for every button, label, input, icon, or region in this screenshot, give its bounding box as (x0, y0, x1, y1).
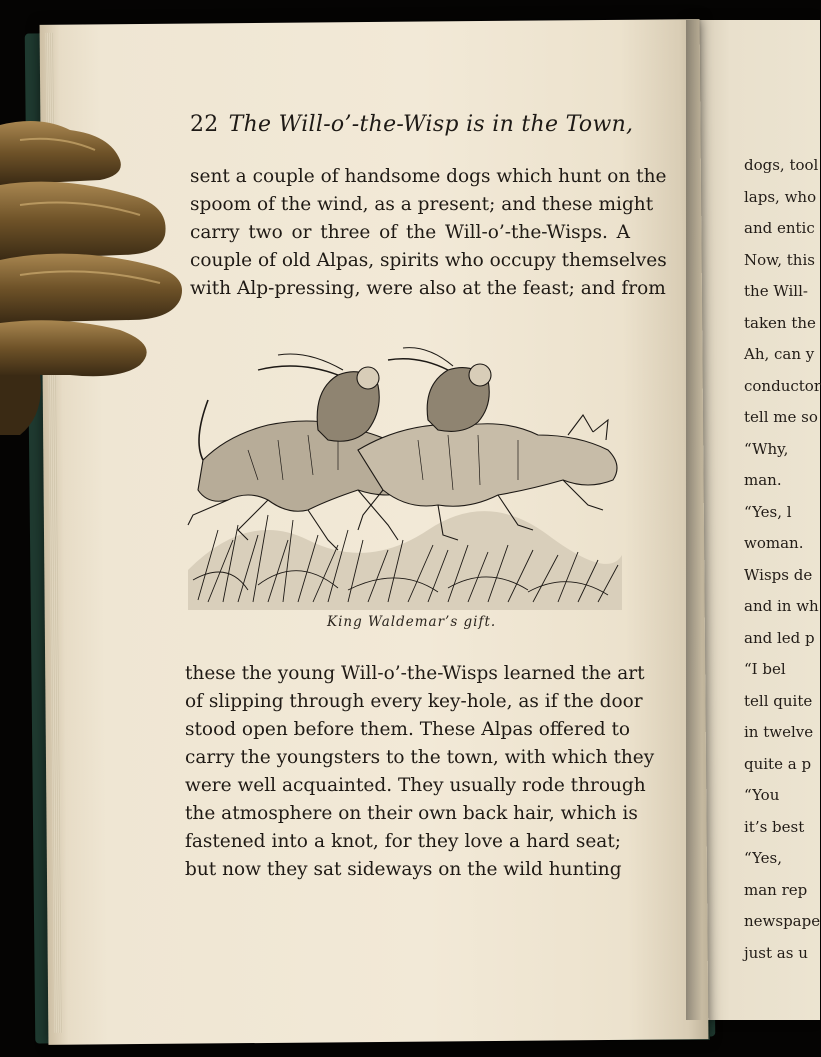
text-line: tell me so (744, 408, 818, 426)
facing-page-text (744, 150, 821, 969)
text-line: “Yes, l (744, 502, 792, 521)
text-line: newspape (744, 912, 821, 930)
text-line: these the young Will-o’-the-Wisps learned the art (185, 663, 645, 684)
text-line: and in wh (744, 597, 819, 615)
text-line: “Yes, (744, 849, 783, 867)
text-line: and led p (744, 628, 815, 647)
text-line: quite a p (744, 754, 812, 773)
text-line: carry two or three of the Will-o’-the-Wisps. A (190, 222, 630, 243)
text-line: just as u (744, 943, 808, 962)
text-line: carry the youngsters to the town, with which they (185, 747, 655, 768)
text-line: woman. (744, 534, 804, 552)
running-header (190, 112, 633, 137)
bottom-paragraph (185, 660, 655, 884)
text-line: and entic (744, 219, 815, 237)
page-number: 22 (190, 112, 219, 137)
text-line: “I bel (744, 660, 786, 678)
text-line: Wisps de (744, 565, 813, 584)
text-line: were well acquainted. They usually rode through (185, 775, 646, 796)
top-paragraph (190, 163, 667, 303)
text-line: couple of old Alpas, spirits who occupy themselves (190, 250, 667, 271)
text-line: of slipping through every key-hole, as if the door (185, 691, 643, 712)
text-line: with Alp-pressing, were also at the feast; and from (190, 278, 666, 299)
illustration-caption: King Waldemar’s gift. (327, 614, 497, 630)
text-line: “Why, (744, 439, 789, 458)
text-line: man. (744, 471, 782, 489)
text-line: Ah, can y (744, 345, 815, 363)
text-line: Now, this (744, 250, 815, 269)
text-line: “You (744, 786, 780, 804)
text-line: in twelve (744, 723, 814, 741)
header-title: The Will-o’-the-Wisp is in the Town, (228, 112, 634, 137)
text-line: sent a couple of handsome dogs which hunt on the (190, 166, 667, 187)
text-line: the atmosphere on their own back hair, which is (185, 803, 638, 824)
text-line: but now they sat sideways on the wild hunting (185, 859, 622, 880)
dog-riders-illustration (188, 340, 622, 610)
text-line: the Will- (744, 282, 808, 300)
text-line: dogs, tool (744, 156, 819, 174)
gutter-shadow (686, 20, 702, 1020)
text-line: conductor (744, 376, 821, 395)
text-line: fastened into a knot, for they love a hard seat; (185, 831, 621, 852)
text-line: spoom of the wind, as a present; and these might (190, 194, 654, 215)
text-line: man rep (744, 880, 808, 899)
text-line: stood open before them. These Alpas offered to (185, 719, 631, 740)
brass-hand-bookend (0, 105, 200, 435)
text-line: taken the (744, 313, 816, 332)
text-line: laps, who (744, 187, 817, 206)
text-line: it’s best (744, 817, 805, 836)
text-line: tell quite (744, 691, 813, 710)
